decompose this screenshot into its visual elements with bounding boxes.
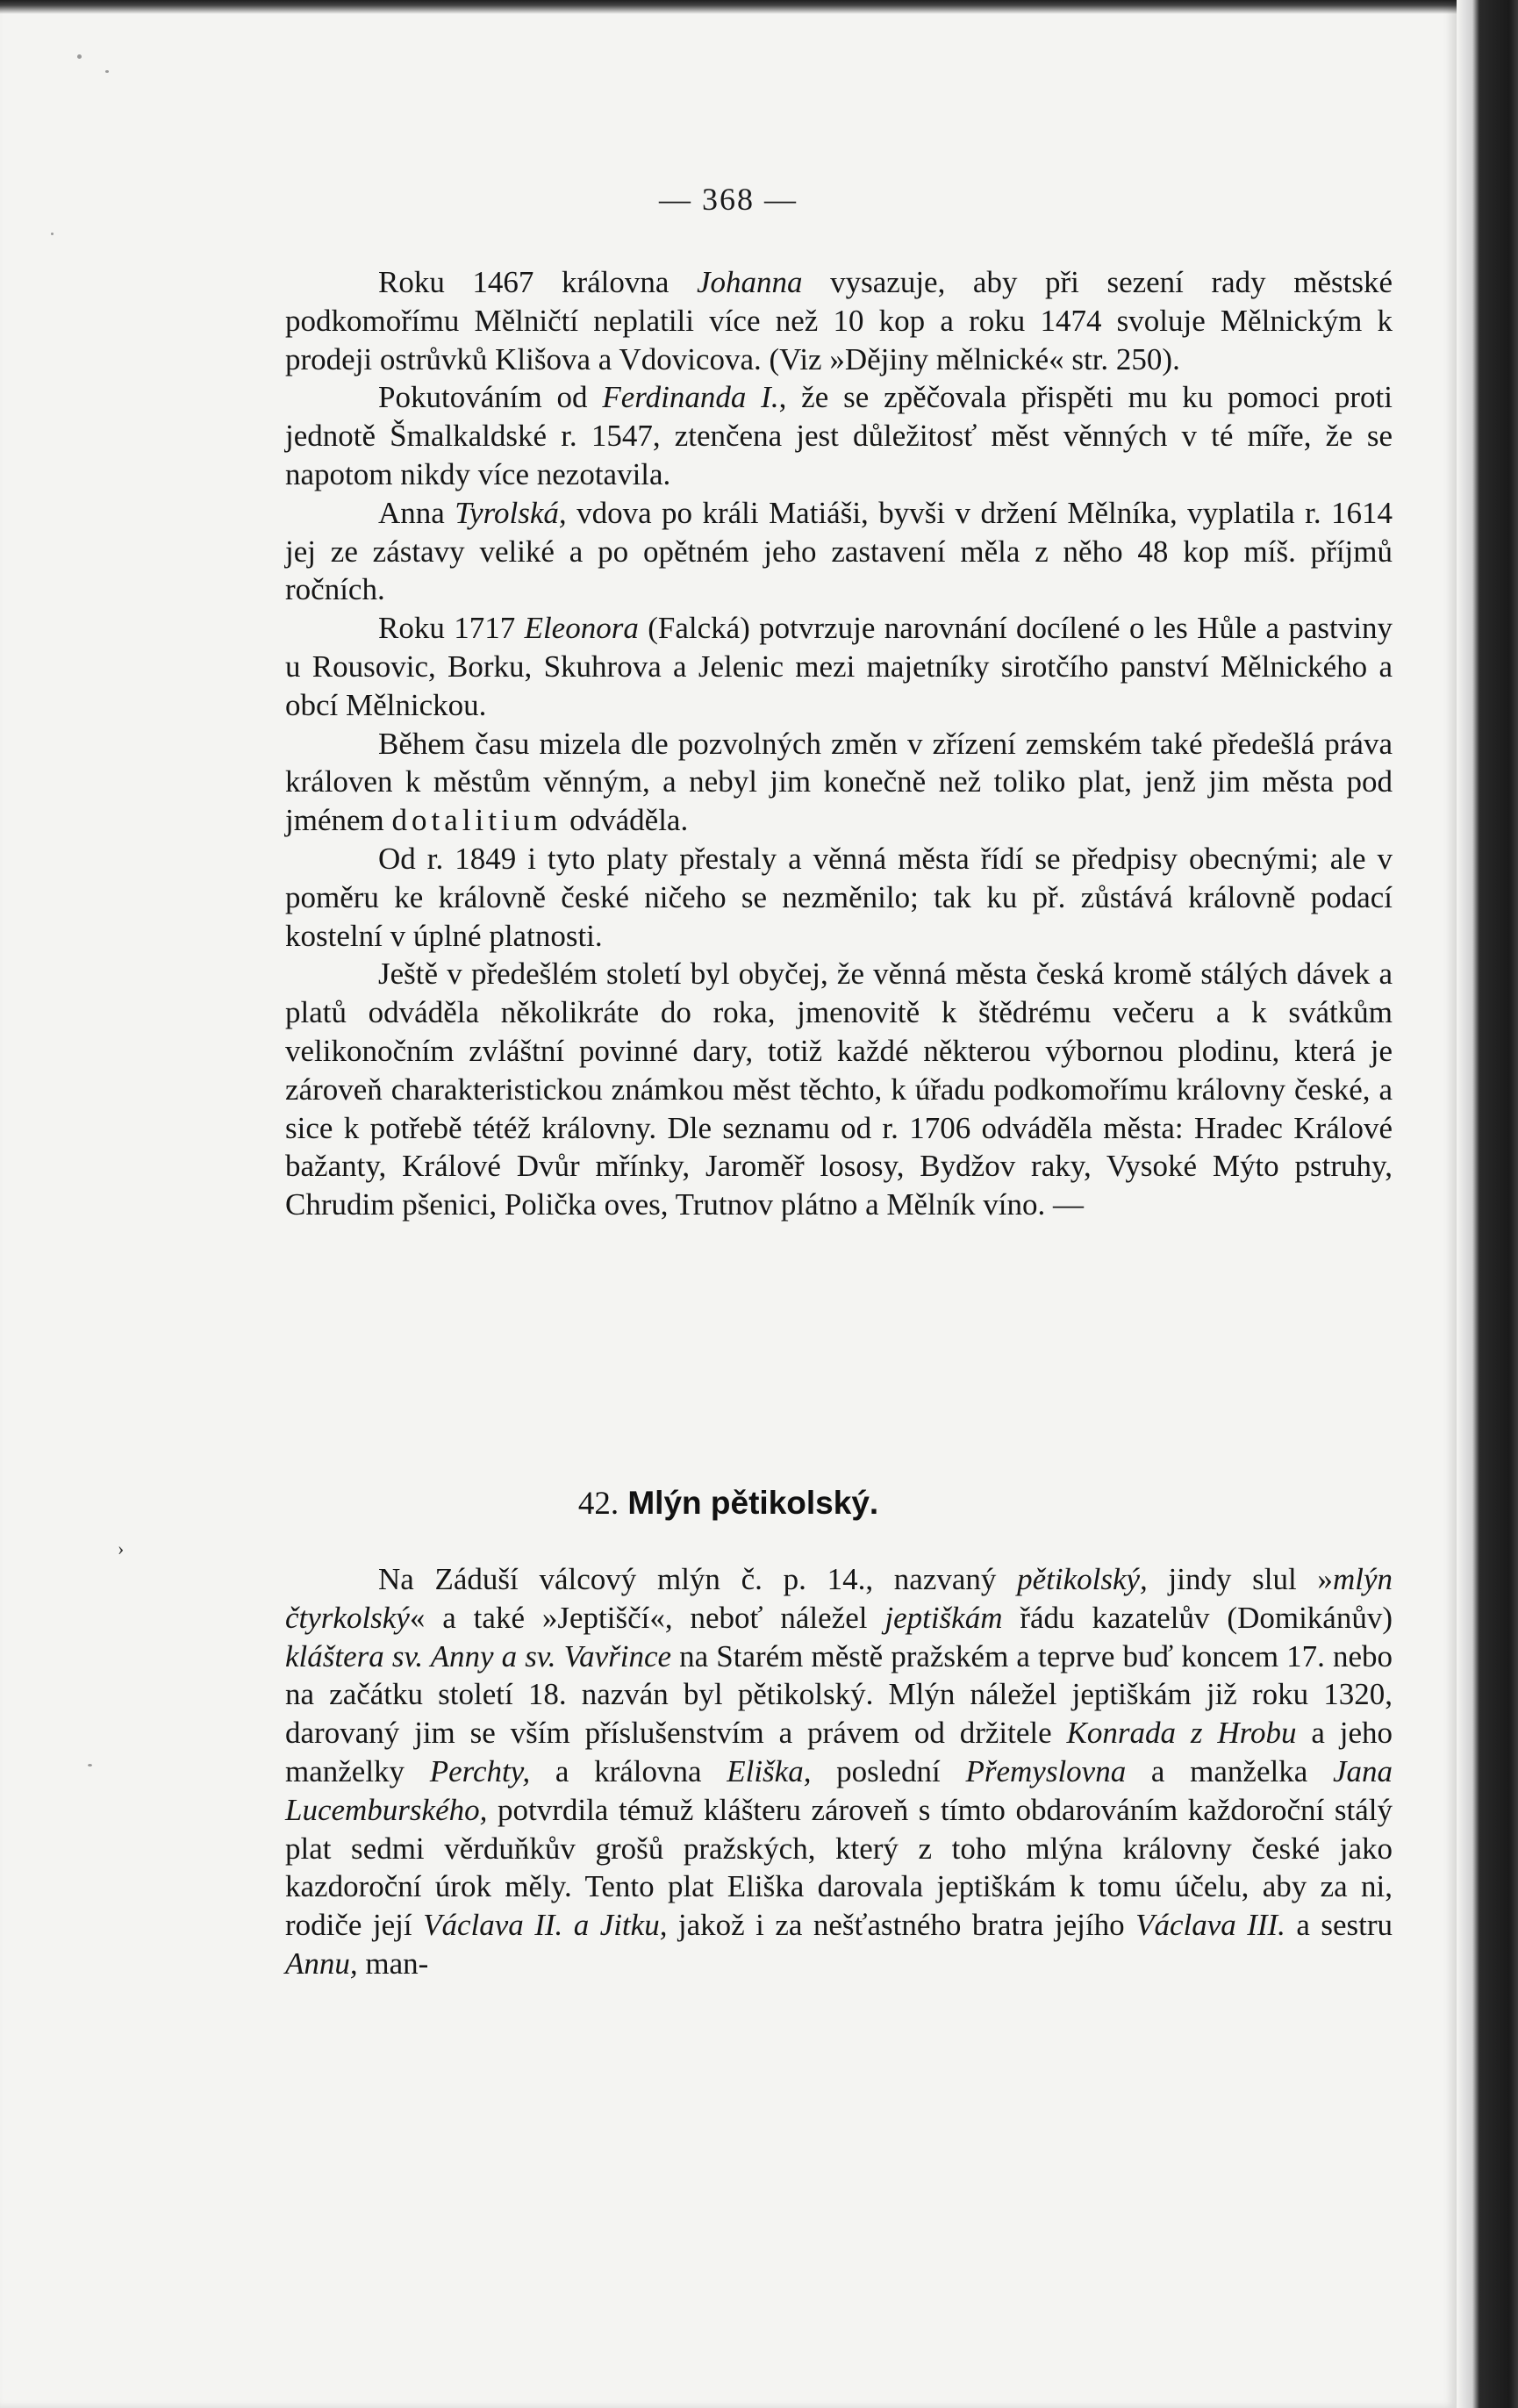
chapter-heading <box>0 1485 1457 1523</box>
text-run: a královna <box>530 1753 727 1788</box>
paragraph-5 <box>285 725 1393 840</box>
text-run: Roku 1717 <box>378 611 525 646</box>
italic-term: jeptiškám <box>884 1600 1003 1635</box>
text-run: a manželka <box>1126 1753 1333 1788</box>
text-run: potvrdila témuž klášteru zároveň s tímto obdarováním každoroční stálý plat sedmi věrduňkův grošů pražských, který z toho mlýna královny české jako kazdoroční úrok měly. Tento plat Eliška darovala jeptiškám k tomu účelu, aby za ni, rodiče její <box>285 1792 1393 1943</box>
text-run: poslední <box>811 1753 966 1788</box>
person-name: Johanna <box>697 265 803 299</box>
spaced-term: dotalitium <box>391 803 562 838</box>
book-spine <box>1457 0 1518 2408</box>
section-body-2 <box>285 1560 1393 1983</box>
person-name: Eleonora <box>524 611 639 646</box>
person-name: Konrada z Hrobu <box>1066 1716 1297 1751</box>
paragraph-2 <box>285 378 1393 493</box>
person-name: Ferdinanda I. <box>602 380 779 415</box>
text-run: a jeho manželky <box>285 1716 1393 1788</box>
text-run: « a také »Jeptiščí«, neboť náležel <box>409 1600 885 1635</box>
scan-speck <box>88 1764 92 1767</box>
margin-mark: › <box>118 1537 125 1559</box>
text-run: vdova po králi Matiáši, byvši v držení Mělníka, vyplatila r. 1614 jej ze zástavy veliké a po opětném jeho zastavení měla z něho 48 kop míš. příjmů ročních. <box>285 495 1393 607</box>
scan-speck <box>105 70 109 73</box>
text-run: Pokutováním od <box>378 380 603 415</box>
text-run: man- <box>357 1946 429 1981</box>
paragraph-7: Ještě v předešlém století byl obyčej, že věnná města česká kromě stálých dávek a platů odváděla několikráte do roka, jmenovitě k štědrému večeru a k svátkům velikonočním zvláštní povinné dary, totiž každé některou výbornou plodinu, která je zároveň charakteristickou známkou měst těchto, k úřadu podkomořímu královny české, a sice k potřebě tétéž královny. Dle seznamu od r. 1706 odváděla města: Hradec Králové bažanty, Králové Dvůr mřínky, Jaroměř lososy, Bydžov raky, Vysoké Mýto pstruhy, Chrudim pšenici, Polička oves, Trutnov plátno a Mělník víno. — <box>285 957 1393 1222</box>
text-run: jakož i za nešťastného bratra jejího <box>667 1908 1136 1943</box>
text-run: na Starém městě pražském a teprve buď koncem 17. nebo na začátku století 18. nazván byl pětikolský. Mlýn náležel jeptiškám již roku 1320, darovaný jim se vším příslušenstvím a právem od držitele <box>285 1638 1393 1751</box>
scan-speck <box>51 233 54 235</box>
italic-term: pětikolský, <box>1017 1562 1148 1596</box>
paragraph-3 <box>285 494 1393 609</box>
person-name: Jana Lucemburského, <box>285 1753 1393 1827</box>
text-run: vysazuje, aby při sezení rady městské podkomořímu Mělničtí neplatili více než 10 kop a roku 1474 svoluje Mělnickým k prodeji ostrůvků Klišova a Vdovicova. (Viz »Dějiny mělnické« str. 250). <box>285 265 1393 376</box>
text-run: , že se zpěčovala přispěti mu ku pomoci proti jednotě Šmalkaldské r. 1547, ztenčena jest důležitosť měst věnných v té míře, že se napotom nikdy více nezotavila. <box>285 380 1393 491</box>
person-name: Perchty, <box>429 1753 531 1788</box>
text-run: odváděla. <box>562 803 689 838</box>
scan-speck <box>77 54 82 59</box>
text-run: jindy slul » <box>1147 1562 1333 1596</box>
person-name: Eliška, <box>727 1753 812 1788</box>
paragraph-6: Od r. 1849 i tyto platy přestaly a věnná města řídí se předpisy obecnými; ale v poměru ke královně české ničeho se nezměnilo; tak ku př. zůstává královně podací kostelní v úplné platnosti. <box>285 841 1393 953</box>
text-run: Na Záduší válcový mlýn č. p. 14., nazvaný <box>378 1562 1018 1596</box>
text-run: (Falcká) potvrzuje narovnání docílené o les Hůle a pastviny u Rousovic, Borku, Skuhrova a Jelenic mezi majetníky sirotčího panství Mělnického a obcí Mělnickou. <box>285 611 1393 722</box>
text-run: řádu kazatelův (Domikánův) <box>1002 1600 1393 1635</box>
person-name: Václava III. <box>1135 1908 1285 1943</box>
italic-term: kláštera sv. Anny a sv. Vavřince <box>285 1638 672 1673</box>
text-run: Roku 1467 královna <box>378 265 698 299</box>
text-run: a sestru <box>1285 1908 1393 1943</box>
person-name: Annu, <box>285 1946 358 1981</box>
chapter-title: Mlýn pětikolský. <box>627 1485 879 1521</box>
paragraph-4 <box>285 609 1393 724</box>
text-run: Anna <box>378 495 455 530</box>
paragraph-1 <box>285 263 1393 378</box>
paragraph-8 <box>285 1560 1393 1983</box>
person-name: Tyrolská, <box>455 495 567 530</box>
person-name: Přemyslovna <box>965 1753 1127 1788</box>
section-body-1 <box>285 263 1393 1224</box>
text-run: Během času mizela dle pozvolných změn v zřízení zemském také předešlá práva královen k městům věnným, a nebyl jim konečně než toliko plat, jenž jim města pod jménem <box>285 726 1393 838</box>
chapter-number: 42. <box>577 1486 619 1522</box>
page-number: — 368 — <box>659 182 798 217</box>
italic-term: mlýn čtyrkolský <box>285 1562 1393 1635</box>
person-name: Václava II. a Jitku, <box>423 1908 668 1943</box>
